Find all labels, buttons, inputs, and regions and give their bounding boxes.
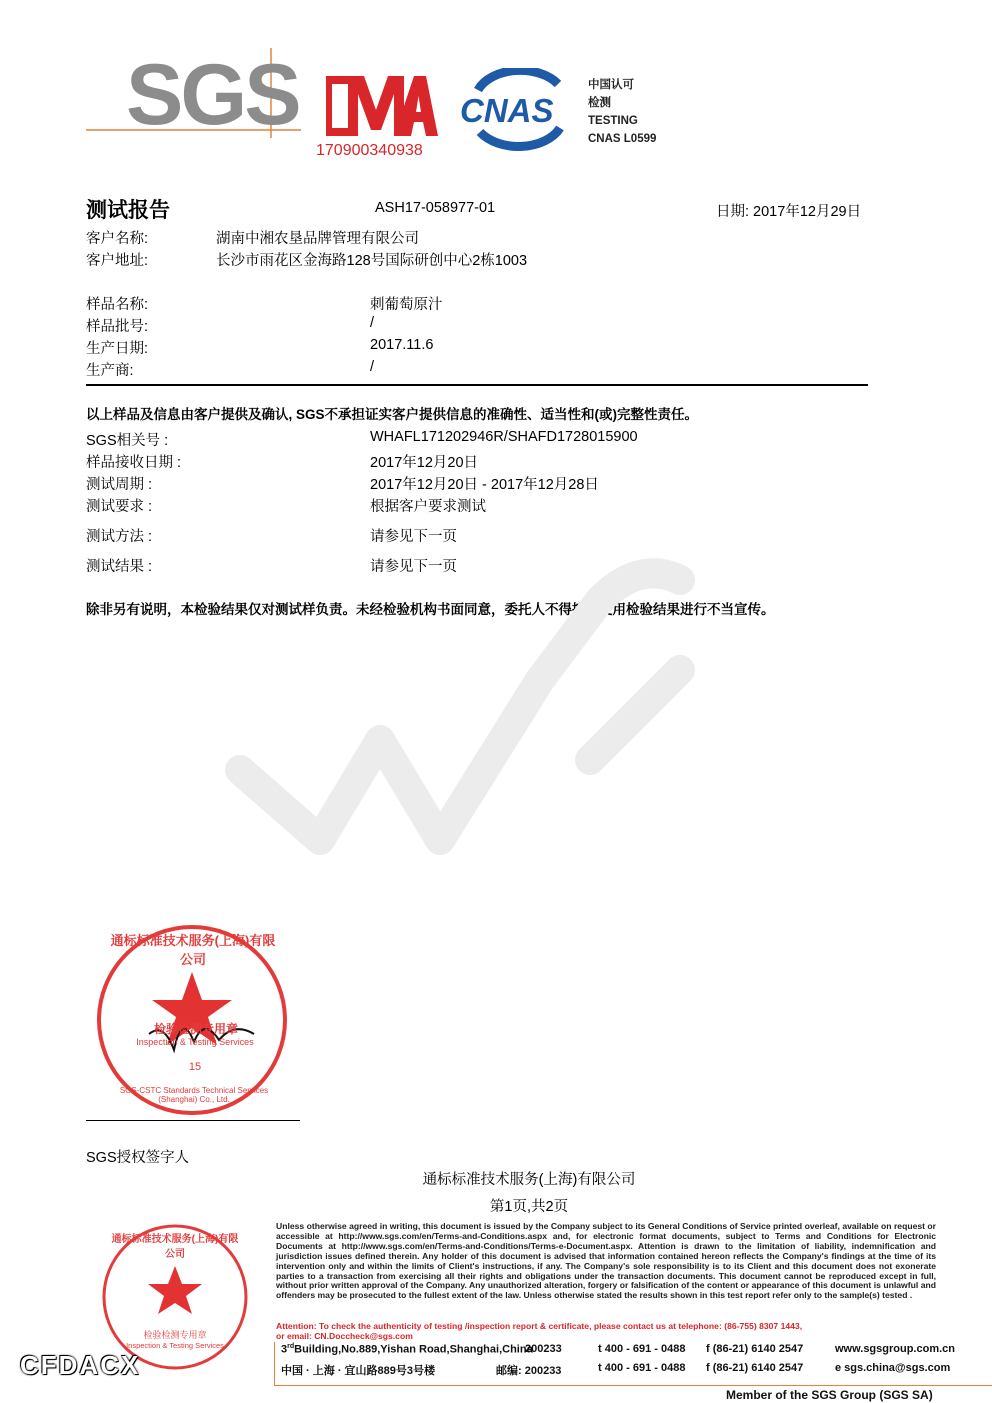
test-period: 2017年12月20日 - 2017年12月28日 bbox=[370, 477, 599, 493]
disclaimer-client-info: 以上样品及信息由客户提供及确认, SGS不承担证实客户提供信息的准确性、适当性和(或)完整性责任。 bbox=[86, 407, 699, 422]
divider bbox=[86, 384, 868, 386]
test-method-label: 测试方法 : bbox=[86, 529, 153, 545]
address-en-floor: 3 bbox=[281, 1343, 288, 1356]
stamp-number: 15 bbox=[188, 1061, 202, 1073]
page-number: 第1页,共2页 bbox=[489, 1199, 569, 1215]
test-period-label: 测试周期 : bbox=[86, 477, 153, 493]
test-requirement-label: 测试要求 : bbox=[86, 499, 153, 515]
stamp-ring-en: SGS-CSTC Standards Technical Services (Shanghai) Co., Ltd. bbox=[119, 1086, 269, 1104]
phone-1: t 400 - 691 - 0488 bbox=[598, 1343, 686, 1355]
signer-label: SGS授权签字人 bbox=[86, 1150, 190, 1166]
website: www.sgsgroup.com.cn bbox=[835, 1343, 955, 1355]
sgs-ref: WHAFL171202946R/SHAFD1728015900 bbox=[370, 429, 638, 445]
report-number: ASH17-058977-01 bbox=[375, 200, 496, 216]
zip-en: 200233 bbox=[525, 1343, 562, 1355]
receive-date: 2017年12月20日 bbox=[370, 455, 479, 471]
client-address-label: 客户地址: bbox=[86, 253, 149, 269]
footer-attention: Attention: To check the authenticity of testing /inspection report & certificate, please contact us at telephone: (86-755) 8307 1443, bbox=[276, 1321, 803, 1331]
client-name-label: 客户名称: bbox=[86, 231, 149, 247]
sample-name: 刺葡萄原汁 bbox=[370, 297, 443, 313]
manufacturer: / bbox=[370, 359, 375, 375]
cnas-line-4: CNAS L0599 bbox=[588, 133, 657, 145]
address-en-street: Building,No.889,Yishan Road,Shanghai,China bbox=[294, 1343, 533, 1356]
sgs-ref-label: SGS相关号 : bbox=[86, 433, 169, 449]
corner-watermark: CFDACX bbox=[20, 1350, 141, 1380]
production-date: 2017.11.6 bbox=[370, 337, 434, 353]
client-address: 长沙市雨花区金海路128号国际研创中心2栋1003 bbox=[216, 253, 528, 269]
address-en bbox=[281, 1343, 533, 1356]
signature-line bbox=[86, 1120, 300, 1121]
wps-watermark bbox=[210, 540, 730, 875]
footer-terms: Unless otherwise agreed in writing, this document is issued by the Company subject to its General Conditions of Service printed overleaf, available on request or accessible at http://www.sgs.com/en/Terms-and-Conditions.aspx and, for electronic format documents, subject to Terms and Conditions for Electronic Documents at http://www.sgs.com/en/Terms-and-Conditions/Terms-e-Document.aspx. Attention is drawn to the limitation of liability, indemnification and jurisdiction issues defined therein. Any holder of this document is advised that information contained hereon reflects the Company's findings at the time of its intervention only and within the limits of Client's instructions, if any. The Company's sole responsibility is to its Client and this document does not exonerate parties to a transaction from exercising all their rights and obligations under the transaction documents. This document cannot be reproduced except in full, without prior written approval of the Company. Any unauthorized alteration, forgery or falsification of the content or appearance of this document is unlawful and offenders may be prosecuted to the fullest extent of the law. Unless otherwise stated the results shown in this test report refer only to the sample(s) tested . bbox=[276, 1221, 936, 1301]
footer-email: or email: CN.Doccheck@sgs.com bbox=[276, 1331, 413, 1341]
cnas-line-2: 检测 bbox=[588, 97, 611, 109]
sample-batch: / bbox=[370, 315, 375, 331]
cnas-side-text bbox=[588, 76, 656, 148]
cma-logo bbox=[314, 70, 440, 147]
cnas-line-3: TESTING bbox=[588, 115, 638, 127]
stamp-inner-en: Inspection & Testing Services bbox=[136, 1037, 254, 1047]
footer-vline bbox=[274, 1342, 275, 1386]
fax-1: f (86-21) 6140 2547 bbox=[706, 1343, 804, 1355]
sgs-logo-text: SGS bbox=[126, 47, 299, 143]
member-line: Member of the SGS Group (SGS SA) bbox=[726, 1388, 933, 1402]
manufacturer-label: 生产商: bbox=[86, 363, 134, 379]
report-title: 测试报告 bbox=[86, 199, 170, 222]
address-en-sup: rd bbox=[287, 1343, 295, 1350]
email-2: e sgs.china@sgs.com bbox=[835, 1362, 951, 1374]
footer-stamp-inner-en: Inspection & Testing Services bbox=[126, 1341, 224, 1350]
fax-2: f (86-21) 6140 2547 bbox=[706, 1362, 804, 1374]
cma-number: 170900340938 bbox=[316, 142, 423, 159]
sample-name-label: 样品名称: bbox=[86, 297, 149, 313]
receive-date-label: 样品接收日期 : bbox=[86, 455, 182, 471]
cnas-line-1: 中国认可 bbox=[588, 79, 634, 91]
footer-stamp-outer: 通标标准技术服务(上海)有限公司 bbox=[111, 1234, 239, 1260]
test-requirement: 根据客户要求测试 bbox=[370, 499, 486, 515]
cnas-logo bbox=[458, 68, 580, 157]
stamp-inner-text: 检验检测专用章 bbox=[153, 1022, 238, 1036]
svg-text:CNAS: CNAS bbox=[460, 92, 554, 129]
test-method: 请参见下一页 bbox=[370, 529, 457, 545]
disclaimer-results: 除非另有说明，本检验结果仅对测试样负责。未经检验机构书面同意，委托人不得擅自使用检验结果进行不当宣传。 bbox=[86, 602, 775, 617]
report-date: 日期: 2017年12月29日 bbox=[716, 204, 862, 220]
footer-stamp-inner: 检验检测专用章 bbox=[143, 1330, 207, 1340]
footer-hline bbox=[274, 1385, 992, 1386]
sample-batch-label: 样品批号: bbox=[86, 319, 149, 335]
address-cn: 中国 · 上海 · 宜山路889号3号楼 bbox=[281, 1365, 436, 1377]
phone-2: t 400 - 691 - 0488 bbox=[598, 1362, 686, 1374]
client-name: 湖南中湘农垦品牌管理有限公司 bbox=[216, 231, 419, 247]
stamp-outer-text: 通标标准技术服务(上海)有限公司 bbox=[110, 933, 276, 967]
test-result: 请参见下一页 bbox=[370, 559, 457, 575]
production-date-label: 生产日期: bbox=[86, 341, 149, 357]
test-result-label: 测试结果 : bbox=[86, 559, 153, 575]
company-name: 通标标准技术服务(上海)有限公司 bbox=[422, 1172, 636, 1188]
zip-cn: 邮编: 200233 bbox=[496, 1365, 562, 1377]
